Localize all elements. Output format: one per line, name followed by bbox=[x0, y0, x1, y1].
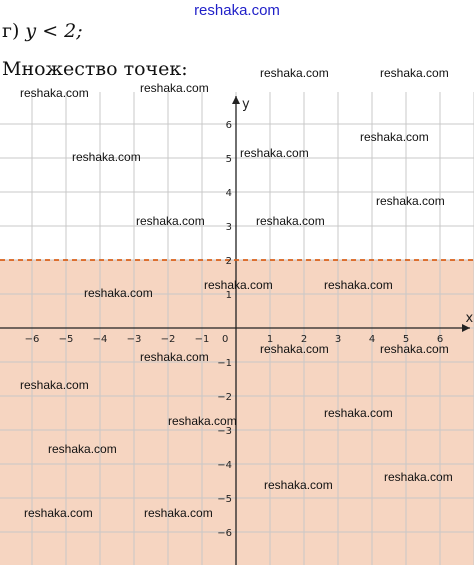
x-tick-label: 4 bbox=[368, 334, 376, 345]
x-tick-label: −1 bbox=[194, 334, 210, 345]
y-tick-label: −5 bbox=[217, 494, 232, 505]
watermark-text: reshaka.com bbox=[324, 278, 393, 292]
y-tick-label: −2 bbox=[217, 392, 232, 403]
x-tick-label: −6 bbox=[24, 334, 40, 345]
watermark-text: reshaka.com bbox=[240, 146, 309, 160]
y-tick-label: −1 bbox=[217, 358, 232, 369]
x-tick-label: −2 bbox=[160, 334, 176, 345]
x-tick-label: −5 bbox=[58, 334, 74, 345]
watermark-text: reshaka.com bbox=[260, 342, 329, 356]
y-tick-label: 2 bbox=[225, 256, 232, 267]
watermark-text: reshaka.com bbox=[360, 130, 429, 144]
x-tick-label: 2 bbox=[300, 334, 308, 345]
problem-expression: y < 2; bbox=[25, 20, 83, 42]
x-tick-label: 5 bbox=[402, 334, 410, 345]
watermark-text: reshaka.com bbox=[20, 86, 89, 100]
problem-prefix: г) bbox=[2, 20, 26, 42]
watermark-text: reshaka.com bbox=[144, 506, 213, 520]
watermark-text: reshaka.com bbox=[380, 342, 449, 356]
y-axis-arrow-icon bbox=[232, 96, 240, 104]
y-tick-label: −3 bbox=[217, 426, 232, 437]
x-axis-label: x bbox=[465, 311, 474, 326]
x-tick-label: −4 bbox=[92, 334, 108, 345]
watermark-text: reshaka.com bbox=[256, 214, 325, 228]
watermark-text: reshaka.com bbox=[72, 150, 141, 164]
watermark-text: reshaka.com bbox=[140, 350, 209, 364]
watermark-text: reshaka.com bbox=[380, 66, 449, 80]
watermark-text: reshaka.com bbox=[140, 81, 209, 95]
y-tick-label: 6 bbox=[225, 120, 232, 131]
y-tick-label: 5 bbox=[225, 154, 232, 165]
y-tick-label: 4 bbox=[225, 188, 232, 199]
x-tick-label: −3 bbox=[126, 334, 142, 345]
watermark-text: reshaka.com bbox=[24, 506, 93, 520]
watermark-text: reshaka.com bbox=[20, 378, 89, 392]
watermark-text: reshaka.com bbox=[264, 478, 333, 492]
y-tick-label: −6 bbox=[217, 528, 232, 539]
watermark-text: reshaka.com bbox=[324, 406, 393, 420]
x-tick-label: 3 bbox=[334, 334, 342, 345]
watermark-text: reshaka.com bbox=[260, 66, 329, 80]
y-tick-label: 3 bbox=[225, 222, 232, 233]
watermark-text: reshaka.com bbox=[384, 470, 453, 484]
solution-caption: Множество точек: bbox=[2, 58, 188, 80]
y-tick-label: −4 bbox=[217, 460, 232, 471]
y-axis-label: y bbox=[242, 97, 250, 112]
watermark-text: reshaka.com bbox=[84, 286, 153, 300]
watermark-text: reshaka.com bbox=[136, 214, 205, 228]
watermark-text: reshaka.com bbox=[48, 442, 117, 456]
y-tick-label: 1 bbox=[225, 290, 232, 301]
origin-label: 0 bbox=[222, 334, 229, 345]
site-header-link[interactable]: reshaka.com bbox=[194, 2, 280, 19]
x-tick-label: 6 bbox=[436, 334, 444, 345]
x-tick-label: 1 bbox=[266, 334, 274, 345]
watermark-text: reshaka.com bbox=[168, 414, 237, 428]
watermark-text: reshaka.com bbox=[204, 278, 273, 292]
watermark-text: reshaka.com bbox=[376, 194, 445, 208]
